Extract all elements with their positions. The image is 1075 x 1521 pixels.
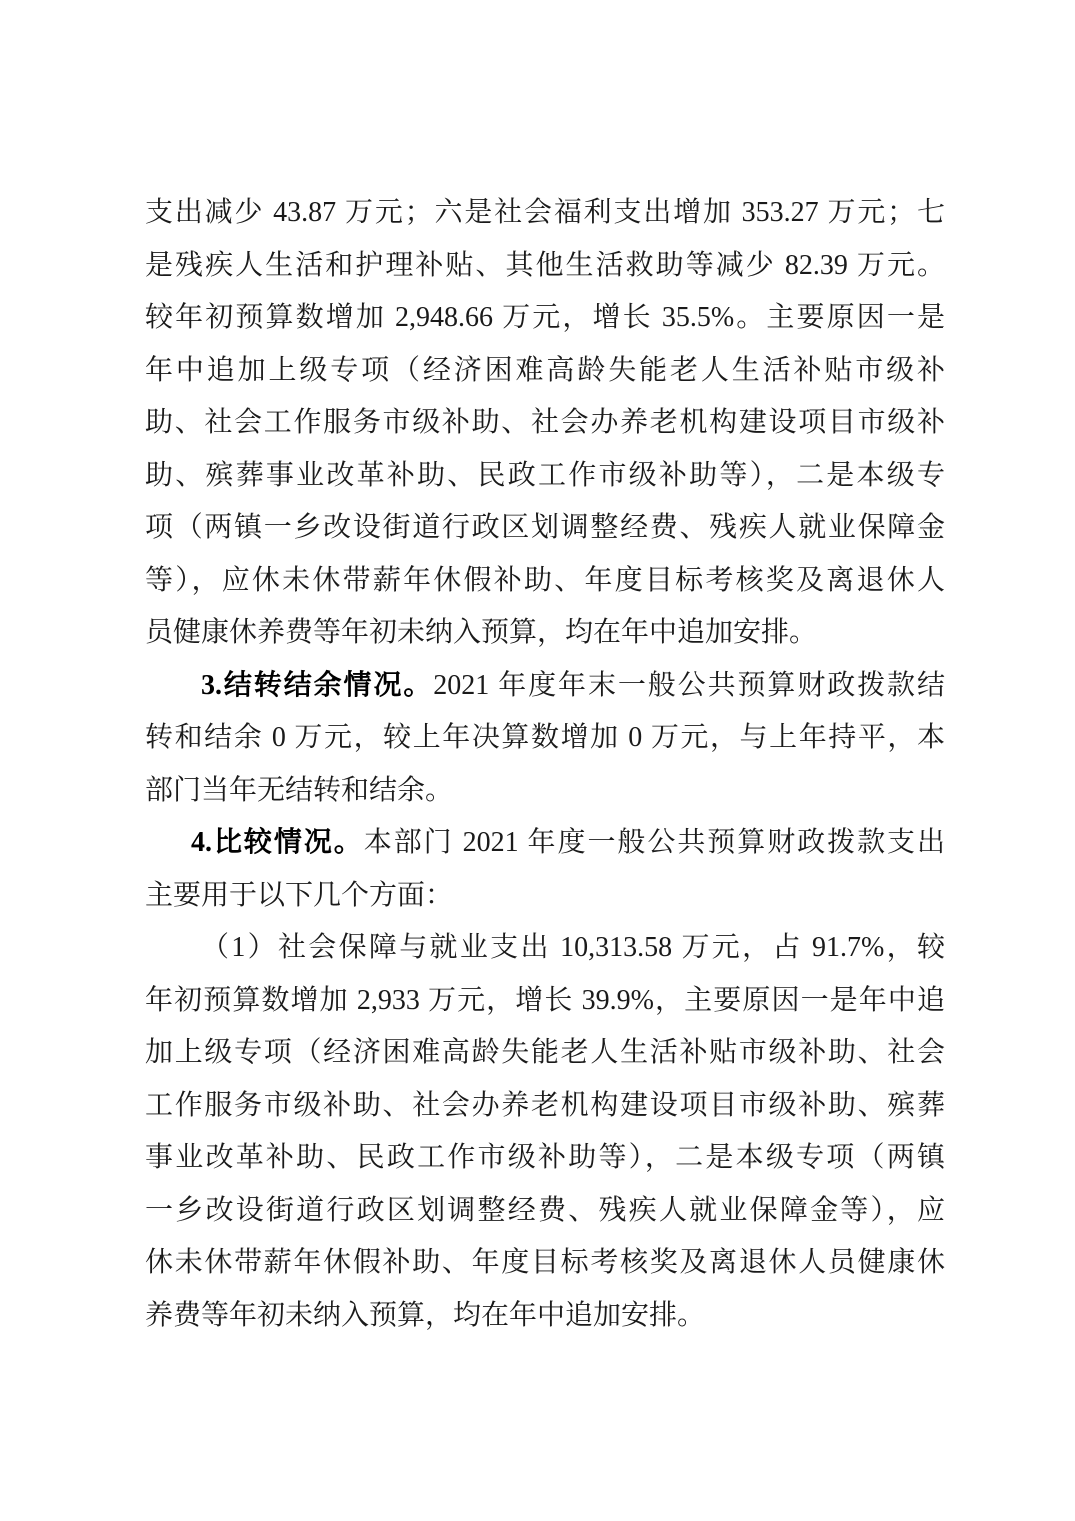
text-line: 年中追加上级专项（经济困难高龄失能老人生活补贴市级补	[145, 354, 945, 386]
text-line: 助、社会工作服务市级补助、社会办养老机构建设项目市级补	[145, 407, 945, 438]
text-line: 一乡改设街道行政区划调整经费、残疾人就业保障金等），应	[145, 1194, 945, 1226]
text-line: 养费等年初未纳入预算，均在年中追加安排。	[145, 1299, 706, 1331]
text-line: 休未休带薪年休假补助、年度目标考核奖及离退休人员健康休	[145, 1247, 945, 1278]
text-line: 员健康休养费等年初未纳入预算，均在年中追加安排。	[145, 617, 818, 648]
text-line: 支出减少 43.87 万元；六是社会福利支出增加 353.27 万元；七	[145, 197, 945, 228]
text-line: （1）社会保障与就业支出 10,313.58 万元，占 91.7%，较	[201, 932, 945, 963]
text-line: 事业改革补助、民政工作市级补助等），二是本级专项（两镇	[145, 1142, 945, 1173]
section-heading-comparison: 4.比较情况。	[191, 827, 364, 858]
section-heading-carryover: 3.结转结余情况。	[201, 669, 434, 701]
text-line: 转和结余 0 万元，较上年决算数增加 0 万元，与上年持平，本	[145, 722, 945, 753]
text-line: 加上级专项（经济困难高龄失能老人生活补贴市级补助、社会	[145, 1037, 945, 1068]
text-line: 等），应休未休带薪年休假补助、年度目标考核奖及离退休人	[145, 564, 945, 596]
text-line: 工作服务市级补助、社会办养老机构建设项目市级补助、殡葬	[145, 1089, 945, 1121]
text-line: 项（两镇一乡改设街道行政区划调整经费、残疾人就业保障金	[145, 512, 945, 543]
text-run: 本部门 2021 年度一般公共预算财政拨款支出	[363, 827, 945, 858]
text-line: 较年初预算数增加 2,948.66 万元，增长 35.5%。主要原因一是	[145, 302, 945, 333]
text-line: 是残疾人生活和护理补贴、其他生活救助等减少 82.39 万元。	[145, 249, 945, 281]
text-line: 助、殡葬事业改革补助、民政工作市级补助等），二是本级专	[145, 459, 945, 491]
text-line	[145, 660, 945, 713]
text-line: 部门当年无结转和结余。	[145, 774, 454, 806]
text-line	[145, 817, 945, 870]
text-line: 年初预算数增加 2,933 万元，增长 39.9%，主要原因一是年中追	[145, 984, 945, 1016]
text-run: 2021 年度年末一般公共预算财政拨款结	[433, 669, 945, 701]
body-text	[145, 187, 945, 1342]
text-line: 主要用于以下几个方面：	[145, 879, 454, 911]
